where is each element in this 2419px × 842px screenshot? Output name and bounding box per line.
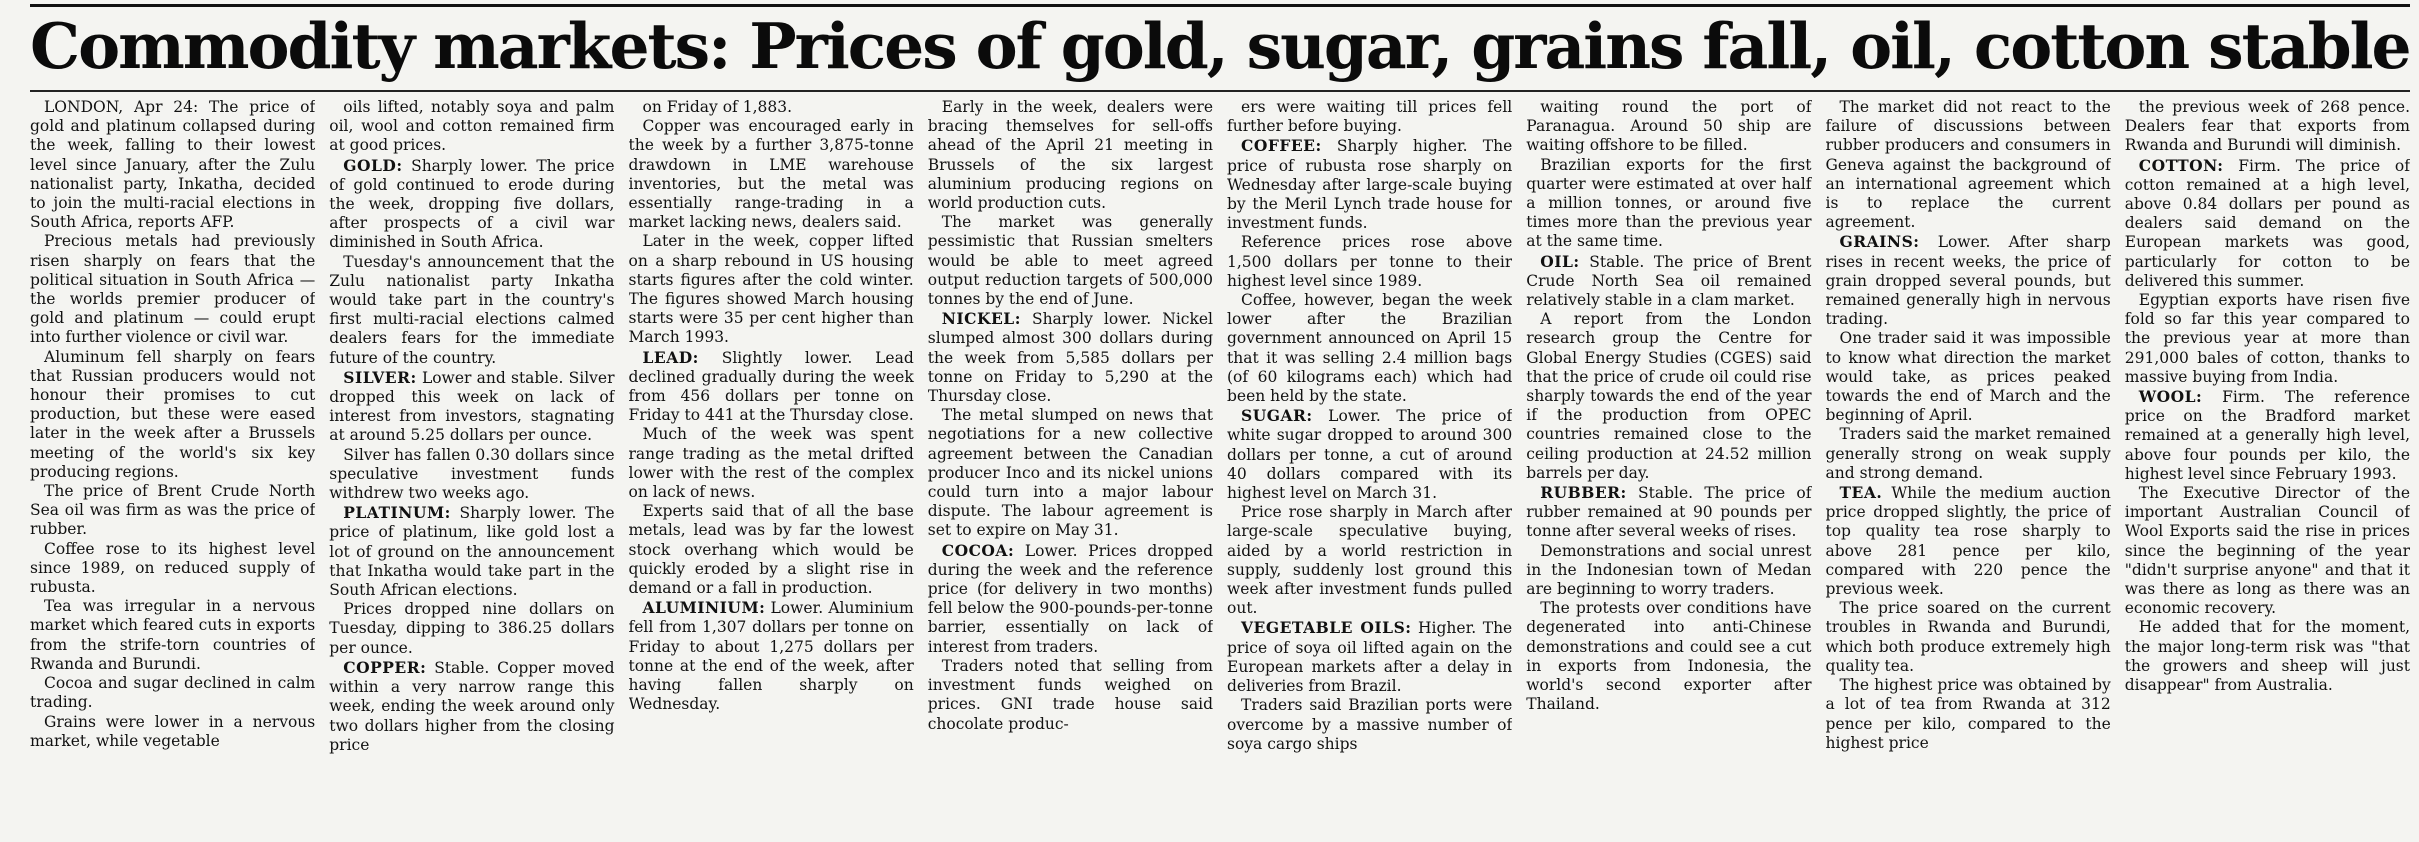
article-paragraph xyxy=(1826,483,2111,599)
article-paragraph xyxy=(329,156,614,253)
paragraph-text: Demonstrations and social unrest in the Indonesian town of Medan are beginning to worry traders. xyxy=(1526,541,1812,599)
article-paragraph xyxy=(1227,406,1512,503)
article-paragraph xyxy=(928,406,1213,540)
commodity-subhead: OIL: xyxy=(1540,251,1580,271)
article-paragraph xyxy=(2125,484,2410,618)
article-column xyxy=(629,98,914,833)
paragraph-text: Lower. After sharp rises in recent weeks, the price of grain dropped several pounds, but remained generally high in nervous trading. xyxy=(1825,233,2111,329)
paragraph-text: Silver has fallen 0.30 dollars since speculative investment funds withdrew two weeks ago. xyxy=(329,445,615,503)
paragraph-text: Slightly lower. Lead declined gradually during the week from 456 dollars per tonne on Friday to 441 at the Thursday close. xyxy=(628,348,914,425)
article-paragraph xyxy=(1526,483,1811,542)
commodity-subhead: COCOA: xyxy=(941,540,1015,560)
article-paragraph xyxy=(1227,98,1512,136)
article-paragraph xyxy=(2125,618,2410,695)
paragraph-text: Stable. Copper moved within a very narrow range this week, ending the week around only two dollars higher from the closing price xyxy=(329,658,615,754)
commodity-subhead: VEGETABLE OILS: xyxy=(1241,618,1412,638)
paragraph-text: Lower and stable. Silver dropped this week on lack of interest from investors, stagnating at around 5.25 dollars per ounce. xyxy=(329,368,615,445)
article-paragraph xyxy=(1826,676,2111,753)
article-column xyxy=(30,98,315,833)
paragraph-text: Egyptian exports have risen five fold so far this year compared to the previous year at more than 291,000 bales of cotton, thanks to massive buying from India. xyxy=(2124,291,2410,386)
paragraph-text: Tea was irregular in a nervous market which feared cuts in exports from the strife-torn countries of Rwanda and Burundi. xyxy=(30,597,316,673)
article-column xyxy=(1526,98,1811,833)
article-paragraph xyxy=(928,657,1213,734)
paragraph-text: The protests over conditions have degenerated into anti-Chinese demonstrations and could see a cut in exports from Indonesia, the world's second exporter after Thailand. xyxy=(1526,599,1812,714)
article-paragraph xyxy=(30,232,315,347)
paragraph-text: One trader said it was impossible to know what direction the market would take, as prices peaked towards the end of March and the beginning of April. xyxy=(1825,329,2111,425)
paragraph-text: Much of the week was spent range trading as the metal drifted lower with the rest of the complex on lack of news. xyxy=(628,425,914,502)
commodity-subhead: ALUMINIUM: xyxy=(642,598,766,618)
article-paragraph xyxy=(1227,233,1512,291)
paragraph-text: Precious metals had previously risen sharply on fears that the political situation in South Africa — the worlds premier producer of gold and platinum — could erupt into further violence or civil war. xyxy=(30,232,316,347)
commodity-subhead: NICKEL: xyxy=(941,309,1021,329)
paragraph-text: on Friday of 1,883. xyxy=(642,98,793,116)
paragraph-text: The market did not react to the failure of discussions between rubber producers and consumers in Geneva against the background of an international agreement which is to replace the current agreement. xyxy=(1825,98,2111,232)
article-paragraph xyxy=(629,348,914,426)
article-column xyxy=(1826,98,2111,833)
article-paragraph xyxy=(1526,599,1811,714)
article-paragraph xyxy=(30,597,315,674)
article-paragraph xyxy=(1826,232,2111,329)
article-paragraph xyxy=(928,541,1213,657)
paragraph-text: Copper was encouraged early in the week by a further 3,875-tonne drawdown in LME warehouse inventories, but the metal was essentially range-trading in a market lacking news, dealers said. xyxy=(628,117,914,232)
article-paragraph xyxy=(329,253,614,368)
commodity-subhead: COTTON: xyxy=(2138,155,2224,175)
commodity-subhead: WOOL: xyxy=(2138,387,2203,407)
article-paragraph xyxy=(1826,425,2111,483)
commodity-subhead: RUBBER: xyxy=(1540,483,1627,503)
paragraph-text: Later in the week, copper lifted on a sharp rebound in US housing starts figures after the cold winter. The figures showed March housing starts were 35 per cent higher than March 1993. xyxy=(628,232,914,347)
commodity-subhead: SUGAR: xyxy=(1241,406,1313,426)
paragraph-text: Traders said Brazilian ports were overcome by a massive number of soya cargo ships xyxy=(1227,696,1513,753)
paragraph-text: the previous week of 268 pence. Dealers fear that exports from Rwanda and Burundi will diminish. xyxy=(2124,98,2410,155)
paragraph-text: Lower. Aluminium fell from 1,307 dollars per tonne on Friday to about 1,275 dollars per tonne at the end of the week, after having fallen sharply on Wednesday. xyxy=(628,599,914,714)
article-paragraph xyxy=(2125,156,2410,291)
article-paragraph xyxy=(329,503,614,600)
article-paragraph xyxy=(2125,291,2410,387)
paragraph-text: Coffee, however, began the week lower after the Brazilian government announced on April 15 that it was selling 2.4 million bags (of 60 kilograms each) which had been held by the state. xyxy=(1227,291,1513,406)
headline: Commodity markets: Prices of gold, sugar, grains fall, oil, cotton stable xyxy=(30,9,2410,83)
article-paragraph xyxy=(1526,98,1811,156)
paragraph-text: Experts said that of all the base metals, lead was by far the lowest stock overhang which would be quickly eroded by a slight rise in demand or a fall in production. xyxy=(628,502,914,598)
paragraph-text: Grains were lower in a nervous market, while vegetable xyxy=(30,712,316,750)
headline-rule xyxy=(30,90,2410,92)
commodity-subhead: TEA. xyxy=(1839,483,1883,503)
paragraph-text: Lower. Prices dropped during the week and the reference price (for delivery in two months) fell below the 900-pounds-per-tonne barrier, essentially on lack of interest from traders. xyxy=(927,541,1213,656)
article-paragraph xyxy=(1526,310,1811,483)
article-paragraph xyxy=(1227,136,1512,233)
paragraph-text: Sharply lower. Nickel slumped almost 300 dollars during the week from 5,585 dollars per tonne on Friday to 5,290 at the Thursday close. xyxy=(927,310,1213,406)
article-paragraph xyxy=(30,348,315,482)
paragraph-text: Early in the week, dealers were bracing themselves for sell-offs ahead of the April 21 meeting in Brussels of the six largest aluminium producing regions on world production cuts. xyxy=(927,98,1213,213)
commodity-subhead: GRAINS: xyxy=(1839,232,1920,252)
article-paragraph xyxy=(329,446,614,504)
article-body xyxy=(30,98,2410,833)
commodity-subhead: PLATINUM: xyxy=(343,503,451,523)
article-paragraph xyxy=(1826,329,2111,425)
commodity-subhead: SILVER: xyxy=(343,367,417,387)
top-rule xyxy=(30,4,2410,7)
paragraph-text: Stable. The price of Brent Crude North Sea oil remained relatively stable in a clam market. xyxy=(1526,252,1812,310)
paragraph-text: ers were waiting till prices fell further before buying. xyxy=(1227,98,1513,136)
article-paragraph xyxy=(2125,387,2410,484)
paragraph-text: Coffee rose to its highest level since 1989, on reduced supply of rubusta. xyxy=(30,539,316,597)
article-paragraph xyxy=(629,598,914,714)
article-column xyxy=(1227,98,1512,833)
paragraph-text: The price soared on the current troubles in Rwanda and Burundi, which both produce extremely high quality tea. xyxy=(1825,599,2111,675)
article-column xyxy=(928,98,1213,833)
article-paragraph xyxy=(1826,599,2111,676)
paragraph-text: Traders said the market remained generally strong on weak supply and strong demand. xyxy=(1825,425,2111,482)
paragraph-text: Price rose sharply in March after large-scale speculative buying, aided by a world restriction in supply, suddenly lost ground this week after investment funds pulled out. xyxy=(1227,503,1513,618)
article-paragraph xyxy=(329,600,614,658)
paragraph-text: oils lifted, notably soya and palm oil, wool and cotton remained firm at good prices. xyxy=(329,98,615,155)
article-paragraph xyxy=(629,232,914,347)
paragraph-text: Higher. The price of soya oil lifted again on the European markets after a delay in deliveries from Brazil. xyxy=(1227,619,1513,696)
article-paragraph xyxy=(629,98,914,117)
article-paragraph xyxy=(30,713,315,751)
article-paragraph xyxy=(30,482,315,540)
commodity-subhead: LEAD: xyxy=(642,347,699,367)
paragraph-text: The highest price was obtained by a lot of tea from Rwanda at 312 pence per kilo, compared to the highest price xyxy=(1825,676,2111,752)
paragraph-text: Prices dropped nine dollars on Tuesday, dipping to 386.25 dollars per ounce. xyxy=(329,600,615,657)
paragraph-text: Tuesday's announcement that the Zulu nationalist party Inkatha would take part in the country's first multi-racial elections calmed dealers fears for the immediate future of the country. xyxy=(329,252,615,367)
article-paragraph xyxy=(329,98,614,156)
commodity-subhead: COPPER: xyxy=(343,657,427,677)
paragraph-text: Firm. The reference price on the Bradford market remained at a generally high level, above four pounds per kilo, the highest level since February 1993. xyxy=(2124,388,2410,483)
article-paragraph xyxy=(30,98,315,232)
article-paragraph xyxy=(1826,98,2111,232)
paragraph-text: waiting round the port of Paranagua. Around 50 ship are waiting offshore to be filled. xyxy=(1526,98,1812,155)
paragraph-text: A report from the London research group the Centre for Global Energy Studies (CGES) said that the price of crude oil could rise sharply towards the end of the year if the production from OPEC countries remained close to the ceiling production at 24.52 million barrels per day. xyxy=(1526,310,1812,482)
paragraph-text: Lower. The price of white sugar dropped to around 300 dollars per tonne, a cut of around 40 dollars compared with its highest level on March 31. xyxy=(1227,407,1513,503)
paragraph-text: While the medium auction price dropped slightly, the price of top quality tea rose sharply to above 281 pence per kilo, compared with 220 pence the previous week. xyxy=(1825,484,2111,599)
paragraph-text: Stable. The price of rubber remained at 90 pounds per tonne after several weeks of rises. xyxy=(1526,484,1812,541)
article-paragraph xyxy=(928,309,1213,406)
article-paragraph xyxy=(1227,291,1512,406)
paragraph-text: Aluminum fell sharply on fears that Russian producers would not honour their promises to cut production, but these were eased later in the week after a Brussels meeting of the world's six key producing regions. xyxy=(30,347,316,481)
article-paragraph xyxy=(30,540,315,598)
article-paragraph xyxy=(1526,542,1811,600)
paragraph-text: Brazilian exports for the first quarter were estimated at over half a million tonnes, or around five times more than the previous year at the same time. xyxy=(1526,155,1812,251)
article-paragraph xyxy=(1227,618,1512,696)
paragraph-text: He added that for the moment, the major long-term risk was "that the growers and sheep will just disappear" from Australia. xyxy=(2124,618,2410,695)
paragraph-text: Firm. The price of cotton remained at a high level, above 0.84 dollars per pound as dealers said demand on the European markets was good, particularly for cotton to be delivered this summer. xyxy=(2124,156,2410,290)
paragraph-text: Reference prices rose above 1,500 dollars per tonne to their highest level since 1989. xyxy=(1227,233,1513,290)
article-paragraph xyxy=(928,213,1213,309)
article-paragraph xyxy=(629,425,914,502)
article-column xyxy=(329,98,614,833)
article-column xyxy=(2125,98,2410,833)
article-paragraph xyxy=(1526,156,1811,252)
article-paragraph xyxy=(629,117,914,232)
paragraph-text: Sharply higher. The price of rubusta rose sharply on Wednesday after large-scale buying by the Meril Lynch trade house for investment funds. xyxy=(1227,137,1513,233)
article-paragraph xyxy=(2125,98,2410,156)
article-paragraph xyxy=(1227,696,1512,754)
article-paragraph xyxy=(1227,503,1512,618)
article-paragraph xyxy=(629,502,914,598)
paragraph-text: The Executive Director of the important Australian Council of Wool Exports said the rise in prices since the beginning of the year "didn't surprise anyone" and that it was there as long as there was an economic recovery. xyxy=(2124,484,2410,618)
article-paragraph xyxy=(30,674,315,712)
article-paragraph xyxy=(928,98,1213,213)
article-paragraph xyxy=(1526,252,1811,311)
paragraph-text: Sharply lower. The price of platinum, like gold lost a lot of ground on the announcement that Inkatha would take part in the South African elections. xyxy=(329,504,615,600)
paragraph-text: The market was generally pessimistic that Russian smelters would be able to meet agreed output reduction targets of 500,000 tonnes by the end of June. xyxy=(927,213,1213,309)
paragraph-text: LONDON, Apr 24: The price of gold and platinum collapsed during the week, falling to their lowest level since January, after the Zulu nationalist party, Inkatha, decided to join the multi-racial elections in South Africa, reports AFP. xyxy=(30,98,316,232)
commodity-subhead: COFFEE: xyxy=(1241,136,1322,156)
article-paragraph xyxy=(329,658,614,755)
commodity-subhead: GOLD: xyxy=(343,155,403,175)
article-paragraph xyxy=(329,368,614,446)
paragraph-text: Traders noted that selling from investment funds weighed on prices. GNI trade house said chocolate produc- xyxy=(927,656,1213,733)
paragraph-text: Sharply lower. The price of gold continued to erode during the week, dropping five dollars, after prospects of a civil war diminished in South Africa. xyxy=(329,156,615,252)
paragraph-text: Cocoa and sugar declined in calm trading. xyxy=(30,674,316,712)
paragraph-text: The price of Brent Crude North Sea oil was firm as was the price of rubber. xyxy=(30,482,316,539)
paragraph-text: The metal slumped on news that negotiations for a new collective agreement between the Canadian producer Inco and its nickel unions could turn into a major labour dispute. The labour agreement is set to expire on May 31. xyxy=(927,406,1213,540)
